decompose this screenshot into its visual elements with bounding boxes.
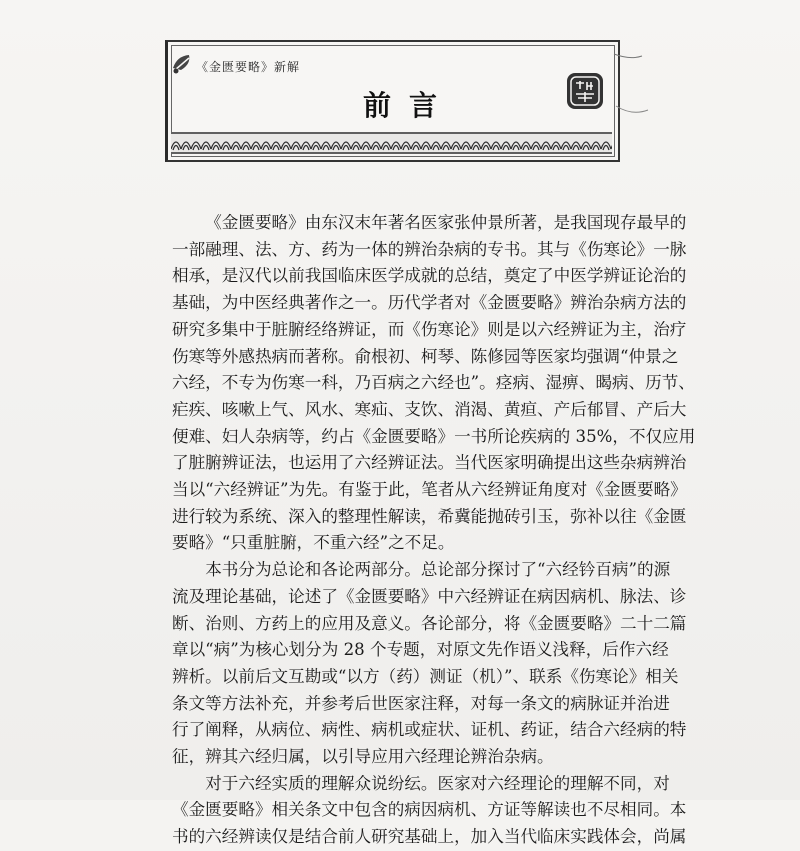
paragraph <box>172 557 687 771</box>
text-line: 便难、妇人杂病等，约占《金匮要略》一书所论疾病的 35%，不仅应用 <box>172 426 696 446</box>
text-line: 要略》“只重脏腑，不重六经”之不足。 <box>172 533 455 553</box>
text-line: 伤寒等外感热病而著称。俞根初、柯琴、陈修园等医家均强调“仲景之 <box>172 346 679 366</box>
text-line: 条文等方法补充，并参考后世医家注释，对每一条文的病脉证并治进 <box>172 693 670 713</box>
text-line: 辨析。以前后文互勘或“以方（药）测证（机）”、联系《伤寒论》相关 <box>172 666 679 686</box>
text-line: 本书分为总论和各论两部分。总论部分探讨了“六经钤百病”的源 <box>205 560 671 580</box>
text-line: 章以“病”为核心划分为 28 个专题，对原文先作语义浅释，后作六经 <box>172 640 669 660</box>
text-line: 征，辨其六经归属，以引导应用六经理论辨治杂病。 <box>172 747 554 767</box>
seal-stamp <box>564 70 606 112</box>
preface-body <box>172 210 696 851</box>
paragraph <box>172 210 696 557</box>
text-line: 流及理论基础，论述了《金匮要略》中六经辨证在病因病机、脉法、诊 <box>172 586 687 606</box>
text-line: 进行较为系统、深入的整理性解读，希冀能抛砖引玉，弥补以往《金匮 <box>172 506 687 526</box>
text-line: 书的六经辨读仅是结合前人研究基础上，加入当代临床实践体会，尚属 <box>172 827 687 847</box>
text-line: 对于六经实质的理解众说纷纭。医家对六经理论的理解不同，对 <box>205 773 670 793</box>
text-line: 一部融理、法、方、药为一体的辨治杂病的专书。其与《伤寒论》一脉 <box>172 239 687 259</box>
chapter-title: 前言 <box>362 89 455 122</box>
book-badge-icon <box>169 50 195 76</box>
text-line: 了脏腑辨证法，也运用了六经辨证法。当代医家明确提出这些杂病辨治 <box>172 453 687 473</box>
text-line: 六经，不专为伤寒一科，乃百病之六经也”。痉病、湿痹、暍病、历节、 <box>172 373 695 393</box>
text-line: 研究多集中于脏腑经络辨证，而《伤寒论》则是以六经辨证为主，治疗 <box>172 319 687 339</box>
text-line: 行了阐释，从病位、病性、病机或症状、证机、药证，结合六经病的特 <box>172 720 687 740</box>
decorative-border-band <box>171 132 612 154</box>
text-line: 断、治则、方药上的应用及意义。各论部分，将《金匮要略》二十二篇 <box>172 613 687 633</box>
running-head-book-title: 《金匮要略》新解 <box>196 60 301 74</box>
corner-decoration <box>612 46 652 146</box>
text-line: 相承，是汉代以前我国临床医学成就的总结，奠定了中医学辨证论治的 <box>172 266 687 286</box>
text-line: 《金匮要略》由东汉末年著名医家张仲景所著，是我国现存最早的 <box>205 213 687 232</box>
text-line: 疟疾、咳嗽上气、风水、寒疝、支饮、消渴、黄疸、产后郁冒、产后大 <box>172 399 687 419</box>
text-line: 《金匮要略》相关条文中包含的病因病机、方证等解读也不尽相同。本 <box>172 800 687 820</box>
paragraph <box>172 771 687 851</box>
text-line: 基础，为中医经典著作之一。历代学者对《金匮要略》辨治杂病方法的 <box>172 293 687 313</box>
text-line: 当以“六经辨证”为先。有鉴于此，笔者从六经辨证角度对《金匮要略》 <box>172 480 687 500</box>
